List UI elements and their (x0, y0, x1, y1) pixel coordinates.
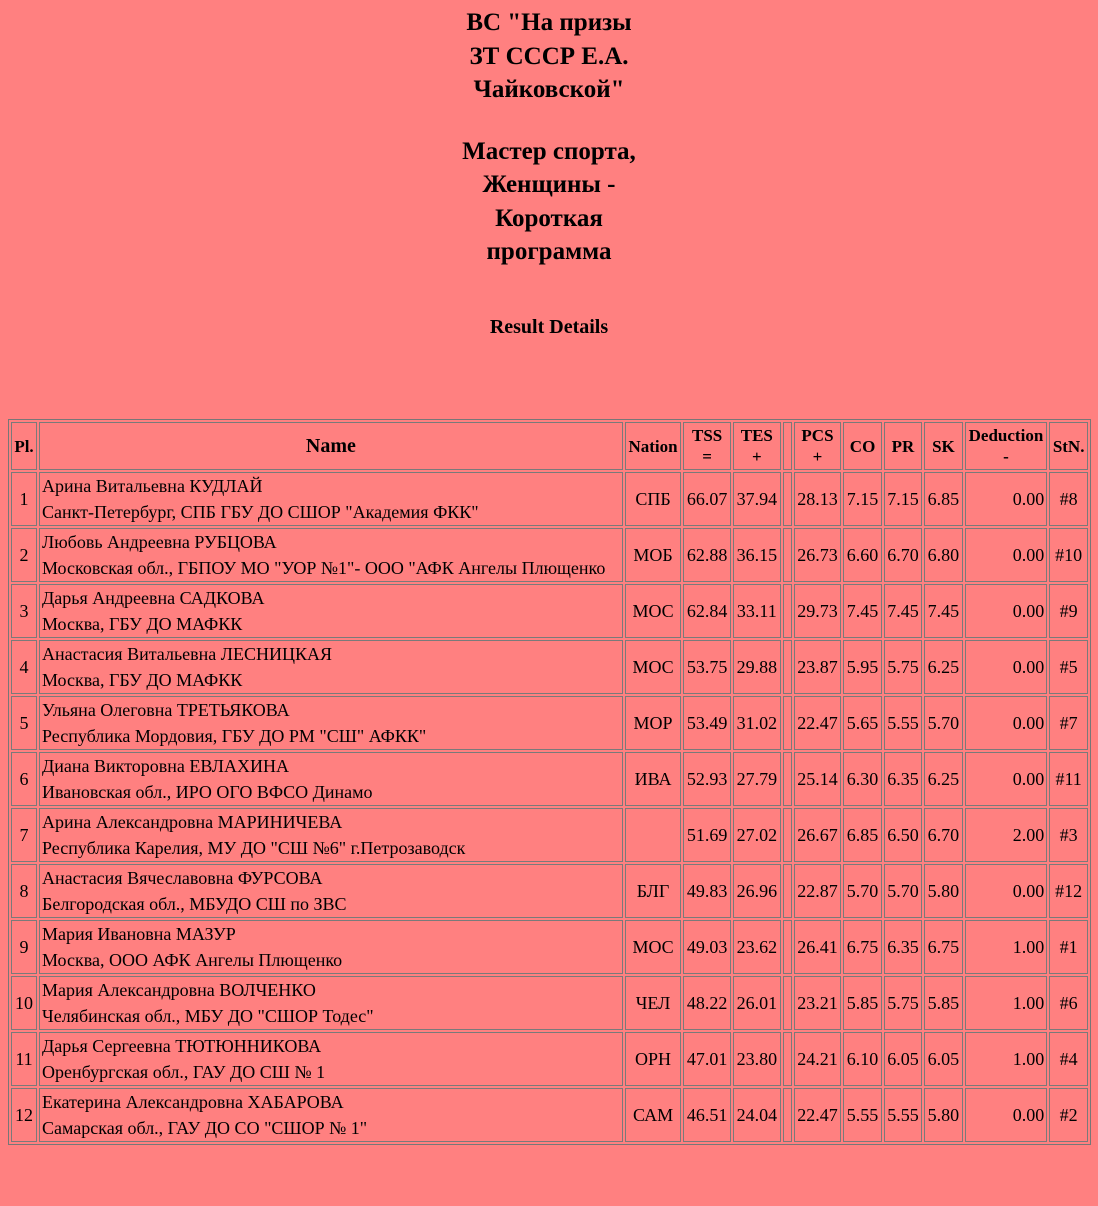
skater-name: Любовь Андреевна РУБЦОВА (42, 532, 277, 552)
table-row (11, 808, 1088, 862)
start-number-cell: #1 (1049, 920, 1088, 974)
spacer-cell (783, 864, 792, 918)
sk-cell: 6.80 (924, 528, 962, 582)
co-cell: 7.15 (843, 472, 881, 526)
skater-club: Ивановская обл., ИРО ОГО ВФСО Динамо (42, 782, 373, 802)
skater-name: Дарья Андреевна САДКОВА (42, 588, 265, 608)
tes-cell: 27.79 (733, 752, 781, 806)
table-row (11, 472, 1088, 526)
spacer-cell (783, 472, 792, 526)
co-cell: 5.65 (843, 696, 881, 750)
nation-cell: БЛГ (625, 864, 682, 918)
place-cell: 1 (11, 472, 37, 526)
start-number-cell: #11 (1049, 752, 1088, 806)
tss-cell: 66.07 (683, 472, 731, 526)
start-number-cell: #6 (1049, 976, 1088, 1030)
pr-cell: 5.55 (884, 1088, 922, 1142)
deduction-cell: 1.00 (965, 920, 1048, 974)
nation-cell: МОС (625, 920, 682, 974)
nation-cell: СПБ (625, 472, 682, 526)
pr-cell: 6.05 (884, 1032, 922, 1086)
start-number-cell: #12 (1049, 864, 1088, 918)
place-cell: 5 (11, 696, 37, 750)
skater-name: Мария Ивановна МАЗУР (42, 924, 236, 944)
table-row (11, 976, 1088, 1030)
pr-cell: 6.35 (884, 752, 922, 806)
pr-cell: 5.75 (884, 976, 922, 1030)
skater-name: Мария Александровна ВОЛЧЕНКО (42, 980, 316, 1000)
deduction-cell: 0.00 (965, 1088, 1048, 1142)
header-tes: TES + (733, 422, 781, 470)
table-row (11, 1088, 1088, 1142)
co-cell: 5.95 (843, 640, 881, 694)
skater-name: Анастасия Витальевна ЛЕСНИЦКАЯ (42, 644, 332, 664)
skater-cell (39, 1088, 623, 1142)
pcs-cell: 29.73 (794, 584, 842, 638)
skater-cell (39, 1032, 623, 1086)
header-pl: Pl. (11, 422, 37, 470)
co-cell: 6.75 (843, 920, 881, 974)
pcs-cell: 26.41 (794, 920, 842, 974)
place-cell: 2 (11, 528, 37, 582)
start-number-cell: #10 (1049, 528, 1088, 582)
skater-cell (39, 472, 623, 526)
tss-cell: 53.75 (683, 640, 731, 694)
spacer-cell (783, 808, 792, 862)
sk-cell: 6.25 (924, 640, 962, 694)
table-row (11, 696, 1088, 750)
nation-cell: МОР (625, 696, 682, 750)
skater-club: Республика Мордовия, ГБУ ДО РМ "СШ" АФКК" (42, 726, 427, 746)
pr-cell: 6.70 (884, 528, 922, 582)
deduction-cell: 0.00 (965, 696, 1048, 750)
pr-cell: 6.50 (884, 808, 922, 862)
sk-cell: 6.85 (924, 472, 962, 526)
nation-cell (625, 808, 682, 862)
co-cell: 5.70 (843, 864, 881, 918)
pcs-cell: 22.87 (794, 864, 842, 918)
spacer-cell (783, 584, 792, 638)
pcs-cell: 26.67 (794, 808, 842, 862)
pcs-cell: 23.87 (794, 640, 842, 694)
event-title: ВС "На призы ЗТ СССР Е.А. Чайковской" (466, 9, 632, 103)
deduction-cell: 0.00 (965, 584, 1048, 638)
deduction-cell: 0.00 (965, 864, 1048, 918)
tes-cell: 37.94 (733, 472, 781, 526)
pcs-cell: 25.14 (794, 752, 842, 806)
header-sk: SK (924, 422, 962, 470)
co-cell: 6.85 (843, 808, 881, 862)
skater-cell (39, 584, 623, 638)
sk-cell: 5.80 (924, 1088, 962, 1142)
place-cell: 11 (11, 1032, 37, 1086)
table-row (11, 920, 1088, 974)
co-cell: 6.30 (843, 752, 881, 806)
place-cell: 4 (11, 640, 37, 694)
sk-cell: 6.75 (924, 920, 962, 974)
skater-club: Челябинская обл., МБУ ДО "СШОР Тодес" (42, 1006, 374, 1026)
skater-cell (39, 528, 623, 582)
skater-club: Санкт-Петербург, СПБ ГБУ ДО СШОР "Академия ФКК" (42, 502, 479, 522)
header-nation: Nation (625, 422, 682, 470)
pr-cell: 6.35 (884, 920, 922, 974)
nation-cell: ЧЕЛ (625, 976, 682, 1030)
nation-cell: ОРН (625, 1032, 682, 1086)
tss-cell: 52.93 (683, 752, 731, 806)
tss-cell: 46.51 (683, 1088, 731, 1142)
category-title: Мастер спорта, Женщины - Короткая программа (462, 137, 636, 265)
skater-cell (39, 864, 623, 918)
deduction-cell: 0.00 (965, 640, 1048, 694)
sk-cell: 5.80 (924, 864, 962, 918)
header-spacer (783, 422, 792, 470)
skater-cell (39, 808, 623, 862)
tss-cell: 62.88 (683, 528, 731, 582)
tss-cell: 51.69 (683, 808, 731, 862)
tes-cell: 23.80 (733, 1032, 781, 1086)
co-cell: 5.85 (843, 976, 881, 1030)
header-deduction: Deduction - (965, 422, 1048, 470)
place-cell: 6 (11, 752, 37, 806)
spacer-cell (783, 920, 792, 974)
spacer-cell (783, 640, 792, 694)
place-cell: 8 (11, 864, 37, 918)
tss-cell: 49.03 (683, 920, 731, 974)
tes-cell: 31.02 (733, 696, 781, 750)
tes-cell: 33.11 (733, 584, 781, 638)
header-name: Name (39, 422, 623, 470)
place-cell: 12 (11, 1088, 37, 1142)
skater-club: Москва, ГБУ ДО МАФКК (42, 670, 243, 690)
start-number-cell: #4 (1049, 1032, 1088, 1086)
skater-club: Московская обл., ГБПОУ МО "УОР №1"- ООО "АФК Ангелы Плющенко (42, 558, 606, 578)
tes-cell: 24.04 (733, 1088, 781, 1142)
table-row (11, 584, 1088, 638)
nation-cell: САМ (625, 1088, 682, 1142)
skater-cell (39, 920, 623, 974)
nation-cell: ИВА (625, 752, 682, 806)
tes-cell: 26.01 (733, 976, 781, 1030)
skater-cell (39, 752, 623, 806)
place-cell: 10 (11, 976, 37, 1030)
deduction-cell: 1.00 (965, 1032, 1048, 1086)
pcs-cell: 28.13 (794, 472, 842, 526)
skater-name: Арина Витальевна КУДЛАЙ (42, 476, 263, 496)
tes-cell: 26.96 (733, 864, 781, 918)
result-details-heading: Result Details (489, 315, 609, 338)
sk-cell: 6.05 (924, 1032, 962, 1086)
skater-name: Ульяна Олеговна ТРЕТЬЯКОВА (42, 700, 290, 720)
start-number-cell: #5 (1049, 640, 1088, 694)
deduction-cell: 0.00 (965, 472, 1048, 526)
header-pcs: PCS + (794, 422, 842, 470)
tes-cell: 23.62 (733, 920, 781, 974)
sk-cell: 7.45 (924, 584, 962, 638)
header-co: CO (843, 422, 881, 470)
skater-cell (39, 696, 623, 750)
deduction-cell: 0.00 (965, 752, 1048, 806)
spacer-cell (783, 1032, 792, 1086)
sk-cell: 5.70 (924, 696, 962, 750)
table-row (11, 752, 1088, 806)
co-cell: 5.55 (843, 1088, 881, 1142)
tss-cell: 47.01 (683, 1032, 731, 1086)
spacer-cell (783, 1088, 792, 1142)
skater-club: Самарская обл., ГАУ ДО СО "СШОР № 1" (42, 1118, 368, 1138)
skater-club: Москва, ООО АФК Ангелы Плющенко (42, 950, 343, 970)
table-row (11, 1032, 1088, 1086)
pcs-cell: 23.21 (794, 976, 842, 1030)
deduction-cell: 1.00 (965, 976, 1048, 1030)
table-row (11, 640, 1088, 694)
start-number-cell: #3 (1049, 808, 1088, 862)
nation-cell: МОС (625, 640, 682, 694)
skater-club: Москва, ГБУ ДО МАФКК (42, 614, 243, 634)
results-table (8, 419, 1091, 1145)
place-cell: 9 (11, 920, 37, 974)
skater-name: Екатерина Александровна ХАБАРОВА (42, 1092, 344, 1112)
skater-cell (39, 976, 623, 1030)
pr-cell: 5.75 (884, 640, 922, 694)
place-cell: 7 (11, 808, 37, 862)
pr-cell: 7.45 (884, 584, 922, 638)
skater-club: Оренбургская обл., ГАУ ДО СШ № 1 (42, 1062, 326, 1082)
skater-club: Республика Карелия, МУ ДО "СШ №6" г.Петрозаводск (42, 838, 466, 858)
sk-cell: 5.85 (924, 976, 962, 1030)
nation-cell: МОС (625, 584, 682, 638)
skater-club: Белгородская обл., МБУДО СШ по ЗВС (42, 894, 347, 914)
co-cell: 6.10 (843, 1032, 881, 1086)
start-number-cell: #2 (1049, 1088, 1088, 1142)
nation-cell: МОБ (625, 528, 682, 582)
start-number-cell: #7 (1049, 696, 1088, 750)
tes-cell: 27.02 (733, 808, 781, 862)
co-cell: 7.45 (843, 584, 881, 638)
skater-cell (39, 640, 623, 694)
pcs-cell: 24.21 (794, 1032, 842, 1086)
pcs-cell: 22.47 (794, 696, 842, 750)
header-tss: TSS = (683, 422, 731, 470)
start-number-cell: #8 (1049, 472, 1088, 526)
co-cell: 6.60 (843, 528, 881, 582)
tss-cell: 48.22 (683, 976, 731, 1030)
tes-cell: 36.15 (733, 528, 781, 582)
spacer-cell (783, 528, 792, 582)
spacer-cell (783, 976, 792, 1030)
skater-name: Арина Александровна МАРИНИЧЕВА (42, 812, 343, 832)
deduction-cell: 2.00 (965, 808, 1048, 862)
pr-cell: 5.70 (884, 864, 922, 918)
spacer-cell (783, 696, 792, 750)
place-cell: 3 (11, 584, 37, 638)
spacer-cell (783, 752, 792, 806)
pcs-cell: 22.47 (794, 1088, 842, 1142)
pcs-cell: 26.73 (794, 528, 842, 582)
pr-cell: 5.55 (884, 696, 922, 750)
table-row (11, 864, 1088, 918)
header-stn: StN. (1049, 422, 1088, 470)
skater-name: Дарья Сергеевна ТЮТЮННИКОВА (42, 1036, 322, 1056)
start-number-cell: #9 (1049, 584, 1088, 638)
sk-cell: 6.70 (924, 808, 962, 862)
skater-name: Диана Викторовна ЕВЛАХИНА (42, 756, 289, 776)
sk-cell: 6.25 (924, 752, 962, 806)
deduction-cell: 0.00 (965, 528, 1048, 582)
header-pr: PR (884, 422, 922, 470)
tss-cell: 49.83 (683, 864, 731, 918)
table-row (11, 528, 1088, 582)
tss-cell: 53.49 (683, 696, 731, 750)
header-row (11, 422, 1088, 470)
pr-cell: 7.15 (884, 472, 922, 526)
skater-name: Анастасия Вячеславовна ФУРСОВА (42, 868, 323, 888)
tss-cell: 62.84 (683, 584, 731, 638)
tes-cell: 29.88 (733, 640, 781, 694)
